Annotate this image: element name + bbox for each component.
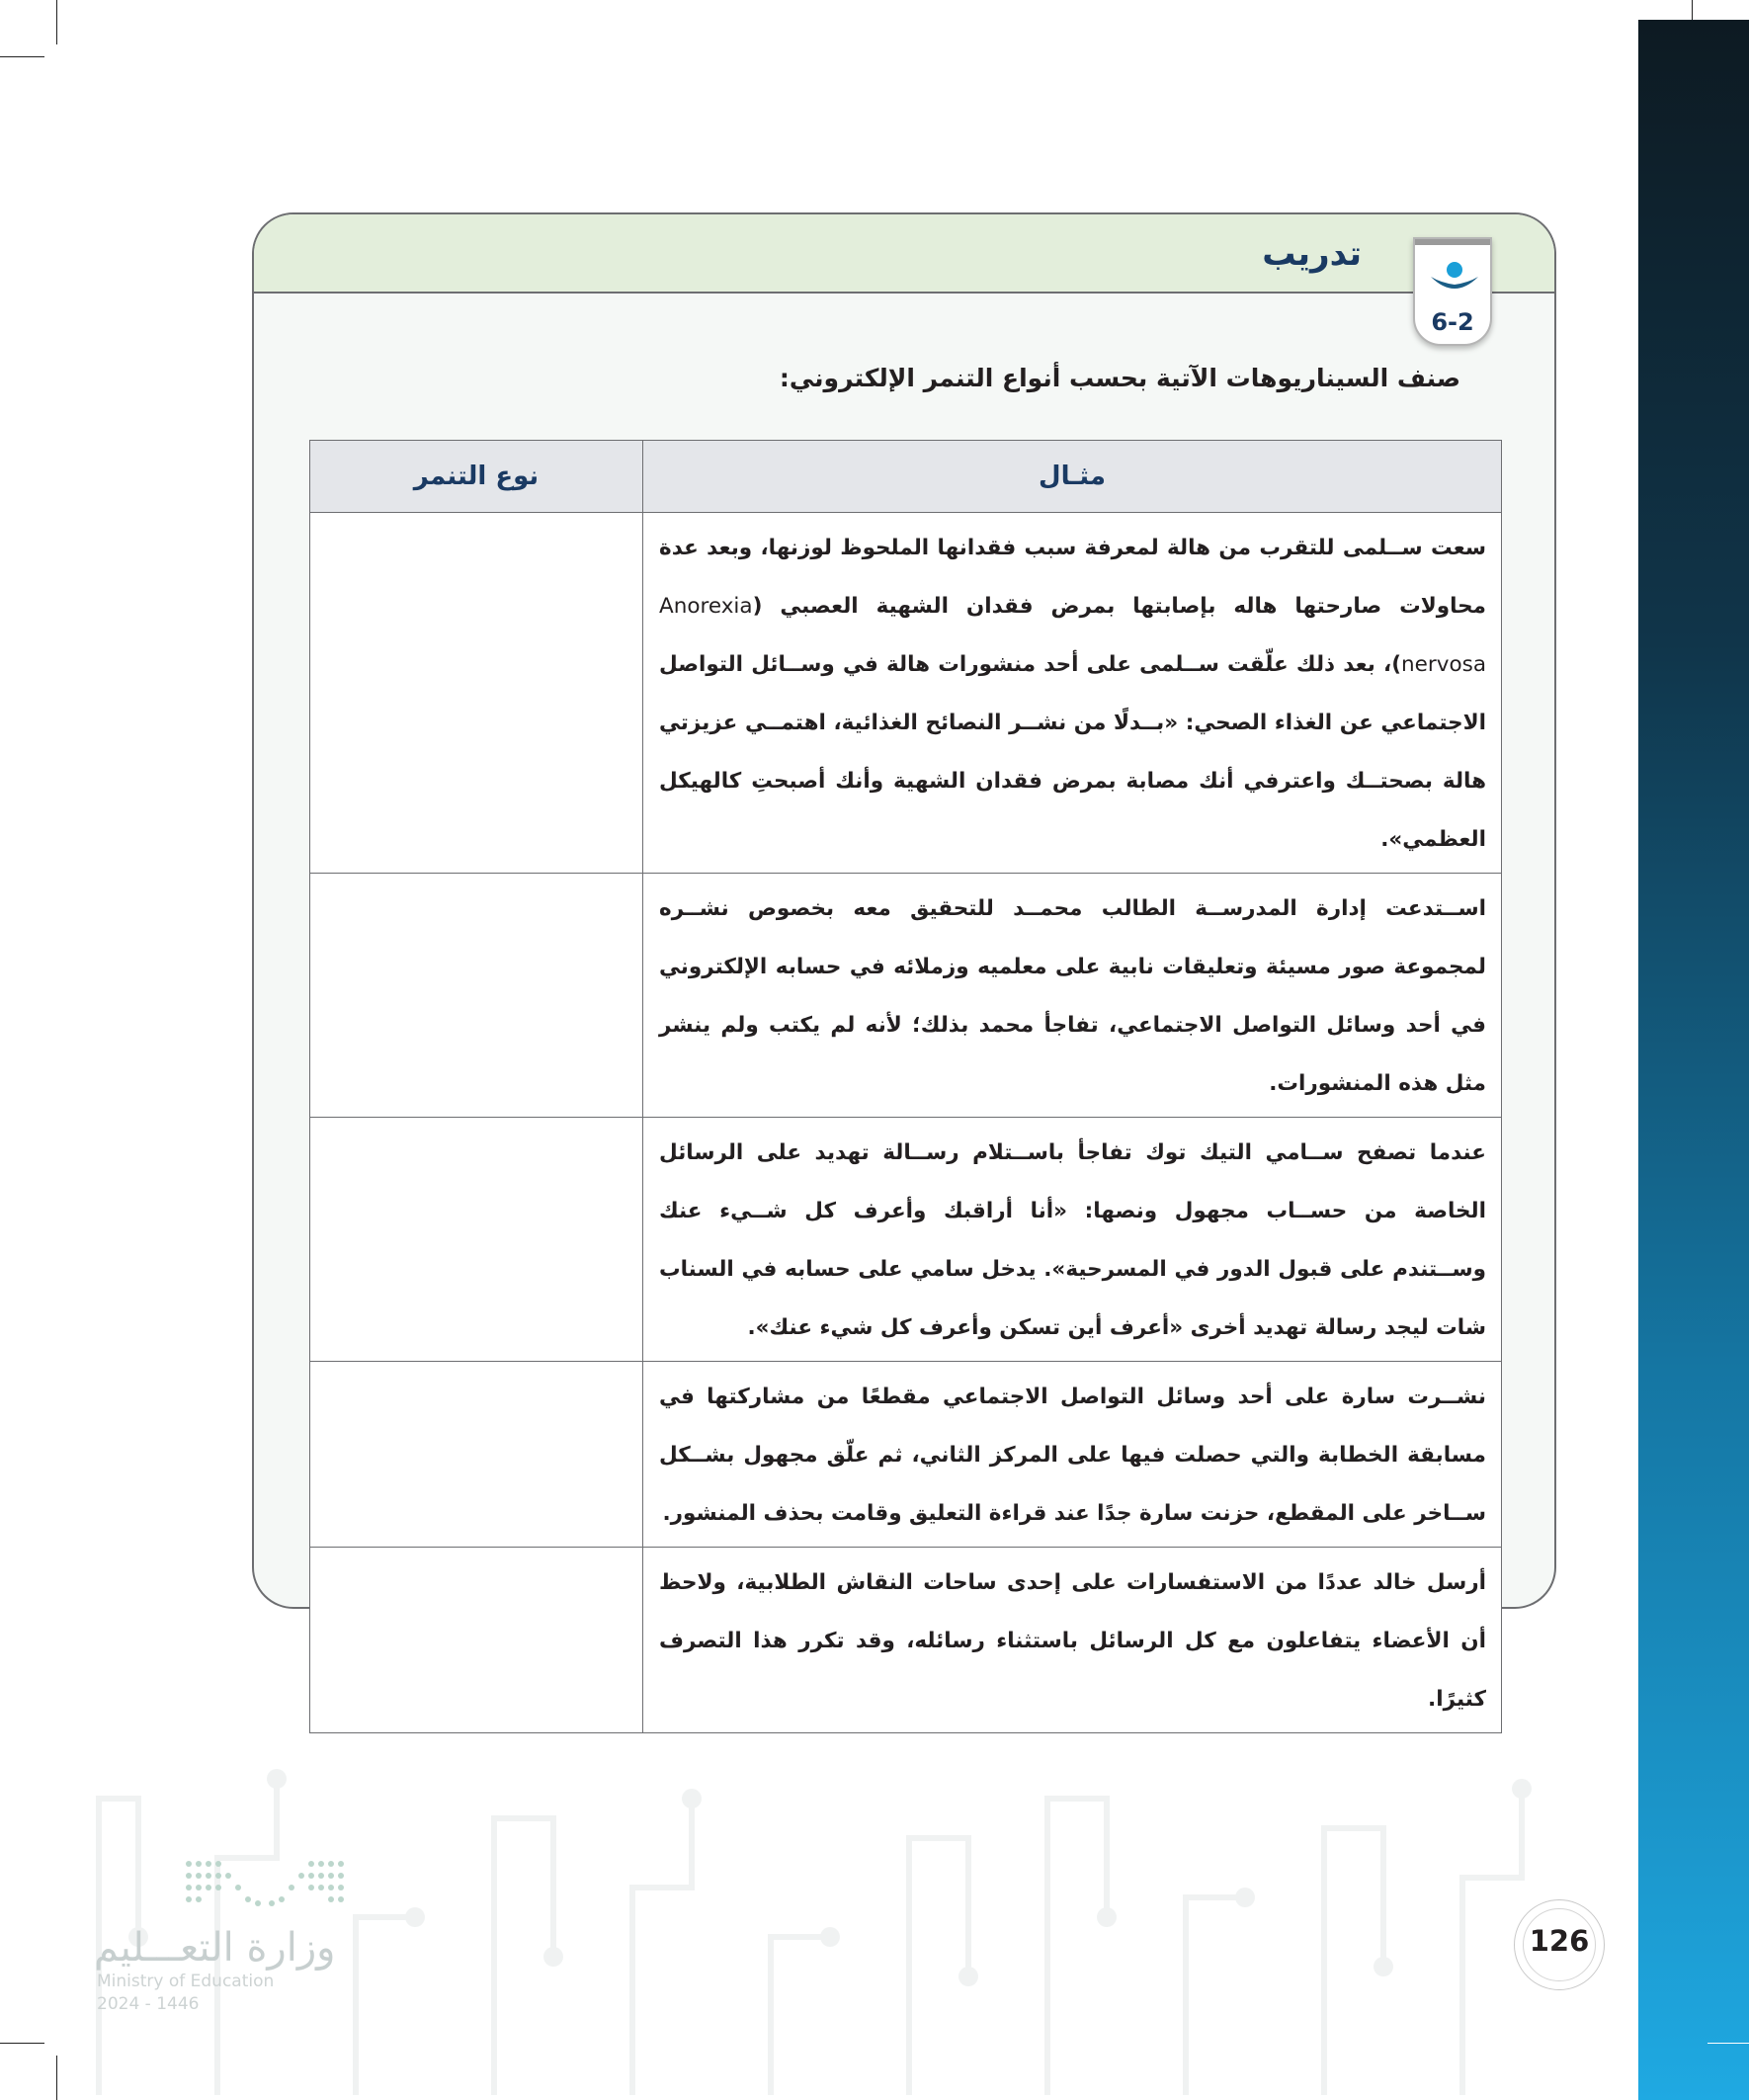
table-row [310, 874, 1502, 1118]
activity-number: 6-2 [1431, 308, 1474, 336]
ministry-logo [94, 1858, 351, 2016]
example-cell [643, 513, 1502, 874]
activity-badge [1413, 237, 1492, 346]
ministry-name-english: Ministry of Education [97, 1972, 275, 1991]
crop-mark [0, 2043, 44, 2044]
ministry-logo-dots-icon [183, 1858, 351, 1917]
bullying-type-cell[interactable] [310, 1118, 643, 1362]
crop-mark [56, 2056, 57, 2100]
card-header [254, 214, 1554, 294]
bullying-type-cell[interactable] [310, 874, 643, 1118]
ministry-year: 2024 - 1446 [97, 1994, 200, 2014]
example-cell: عندما تصفح ســامي التيك توك تفاجأ باســتلام رســالة تهديد على الرسائل الخاصة من حســاب مجهول ونصها: «أنا أراقبك وأعرف كل شــيء عنك وســتندم على قبول الدور في المسرحية». يدخل سامي على حسابه في السناب شات ليجد رسالة تهديد أخرى «أعرف أين تسكن وأعرف كل شيء عنك». [643, 1118, 1502, 1362]
example-latin-term: Anorexia nervosa [659, 594, 1486, 677]
crop-mark [0, 56, 44, 57]
badge-top-strip [1415, 239, 1490, 245]
crop-mark [56, 0, 57, 44]
table-row [310, 513, 1502, 874]
header-bullying-type: نوع التنمر [310, 441, 643, 513]
example-cell: نشــرت سارة على أحد وسائل التواصل الاجتماعي مقطعًا من مشاركتها في مسابقة الخطابة والتي حصلت فيها على المركز الثاني، ثم علّق مجهول بشــكل ســاخر على المقطع، حزنت سارة جدًا عند قراءة التعليق وقامت بحذف المنشور. [643, 1362, 1502, 1548]
page-number: 126 [1529, 1924, 1590, 1958]
table-header-row [310, 441, 1502, 513]
table-row [310, 1118, 1502, 1362]
page-number-badge [1514, 1899, 1605, 1990]
example-text: سعت ســلمى للتقرب من هالة لمعرفة سبب فقدانها الملحوظ لوزنها، وبعد عدة محاولات صارحتها هاله بإصابتها بمرض فقدان الشهية العصبي ( [659, 536, 1486, 619]
table-row [310, 1362, 1502, 1548]
activity-instruction: صنف السيناريوهات الآتية بحسب أنواع التنمر الإلكتروني: [779, 364, 1460, 392]
example-cell: أرسل خالد عددًا من الاستفسارات على إحدى ساحات النقاش الطلابية، ولاحظ أن الأعضاء يتفاعلون مع كل الرسائل باستثناء رسائله، وقد تكرر هذا التصرف كثيرًا. [643, 1548, 1502, 1733]
crop-mark [1707, 2043, 1749, 2044]
header-example: مثـال [643, 441, 1502, 513]
person-icon [1429, 261, 1480, 304]
side-gradient-bar [1638, 20, 1749, 2100]
bullying-type-cell[interactable] [310, 1548, 643, 1733]
bullying-type-cell[interactable] [310, 1362, 643, 1548]
classification-table [309, 440, 1502, 1733]
activity-title: تدريب [1262, 234, 1362, 274]
ministry-name-arabic: وزارة التعـــليم [94, 1925, 336, 1971]
example-text: )، بعد ذلك علّقت ســلمى على أحد منشورات هالة في وســائل التواصل الاجتماعي عن الغذاء الصحي: «بــدلًا من نشــر النصائح الغذائية، اهتمــي عزيزتي هالة بصحتــك واعترفي أنك مصابة بمرض فقدان الشهية وأنك أصبحتِ كالهيكل العظمي». [659, 652, 1486, 852]
example-cell: اســتدعت إدارة المدرســة الطالب محمــد للتحقيق معه بخصوص نشــره لمجموعة صور مسيئة وتعليقات نابية على معلميه وزملائه في حسابه الإلكتروني في أحد وسائل التواصل الاجتماعي، تفاجأ محمد بذلك؛ لأنه لم يكتب ولم ينشر مثل هذه المنشورات. [643, 874, 1502, 1118]
bullying-type-cell[interactable] [310, 513, 643, 874]
table-row [310, 1548, 1502, 1733]
